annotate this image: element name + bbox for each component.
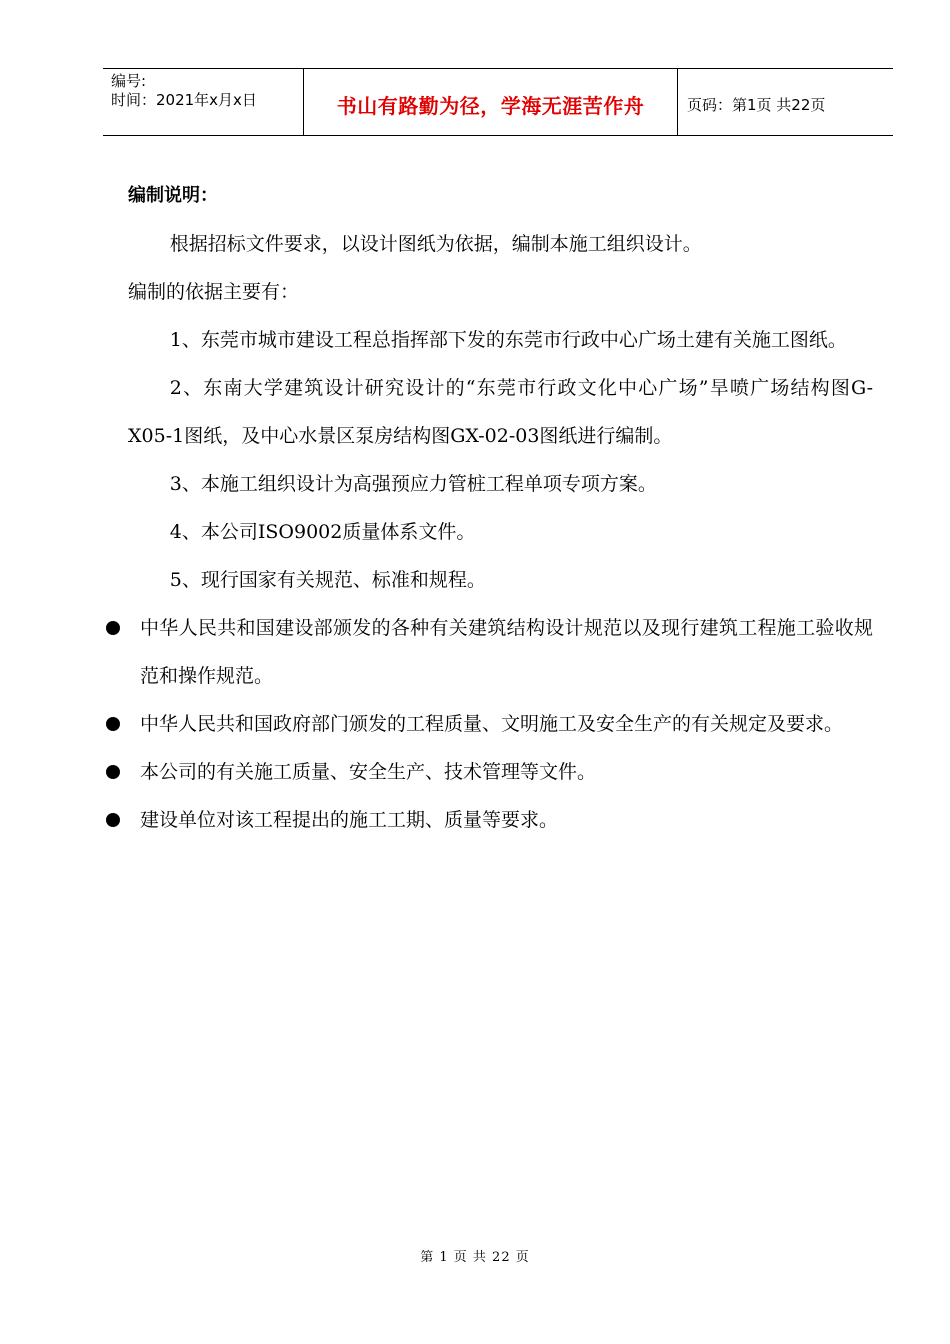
bullet-text: 建设单位对该工程提出的施工工期、质量等要求。 [140,809,559,831]
basis-heading: 编制的依据主要有： [128,281,300,303]
list-item [103,700,873,748]
list-item [103,796,873,844]
document-number-label: 编号: [111,72,147,90]
basis-item-5: 5、现行国家有关规范、标准和规程。 [169,569,486,591]
footer-page-number: 第 1 页 共 22 页 [420,1250,530,1265]
basis-bullet-list [103,604,873,844]
bullet-dot-icon [106,717,120,731]
header-motto-cell [304,69,678,135]
bullet-text: 本公司的有关施工质量、安全生产、技术管理等文件。 [140,761,597,783]
basis-item-4: 4、本公司ISO9002质量体系文件。 [169,521,476,543]
header-meta-cell [103,69,304,135]
intro-paragraph: 根据招标文件要求，以设计图纸为依据，编制本施工组织设计。 [169,233,702,255]
document-time-label: 时间：2021年x月x日 [111,91,257,109]
bullet-dot-icon [106,813,120,827]
bullet-dot-icon [106,621,120,635]
bullet-dot-icon [106,765,120,779]
header-motto: 书山有路勤为径，学海无涯苦作舟 [336,93,645,118]
bullet-text: 中华人民共和国政府部门颁发的工程质量、文明施工及安全生产的有关规定及要求。 [140,713,844,735]
basis-item-3: 3、本施工组织设计为高强预应力管桩工程单项专项方案。 [169,473,657,495]
header-table [103,68,893,136]
basis-item-1: 1、东莞市城市建设工程总指挥部下发的东莞市行政中心广场土建有关施工图纸。 [169,329,847,351]
list-item [103,748,873,796]
basis-item-2: 2、东南大学建筑设计研究设计的“东莞市行政文化中心广场”旱喷广场结构图G-X05-1图纸，及中心水景区泵房结构图GX-02-03图纸进行编制。 [128,377,873,447]
bullet-text: 中华人民共和国建设部颁发的各种有关建筑结构设计规范以及现行建筑工程施工验收规范和操作规范。 [140,617,873,687]
document-body [128,172,873,844]
header-page-cell [678,69,893,135]
section-title: 编制说明： [128,185,218,206]
list-item [103,604,873,700]
page-footer [0,1246,950,1265]
header-page-info: 页码：第1页 共22页 [687,95,826,114]
